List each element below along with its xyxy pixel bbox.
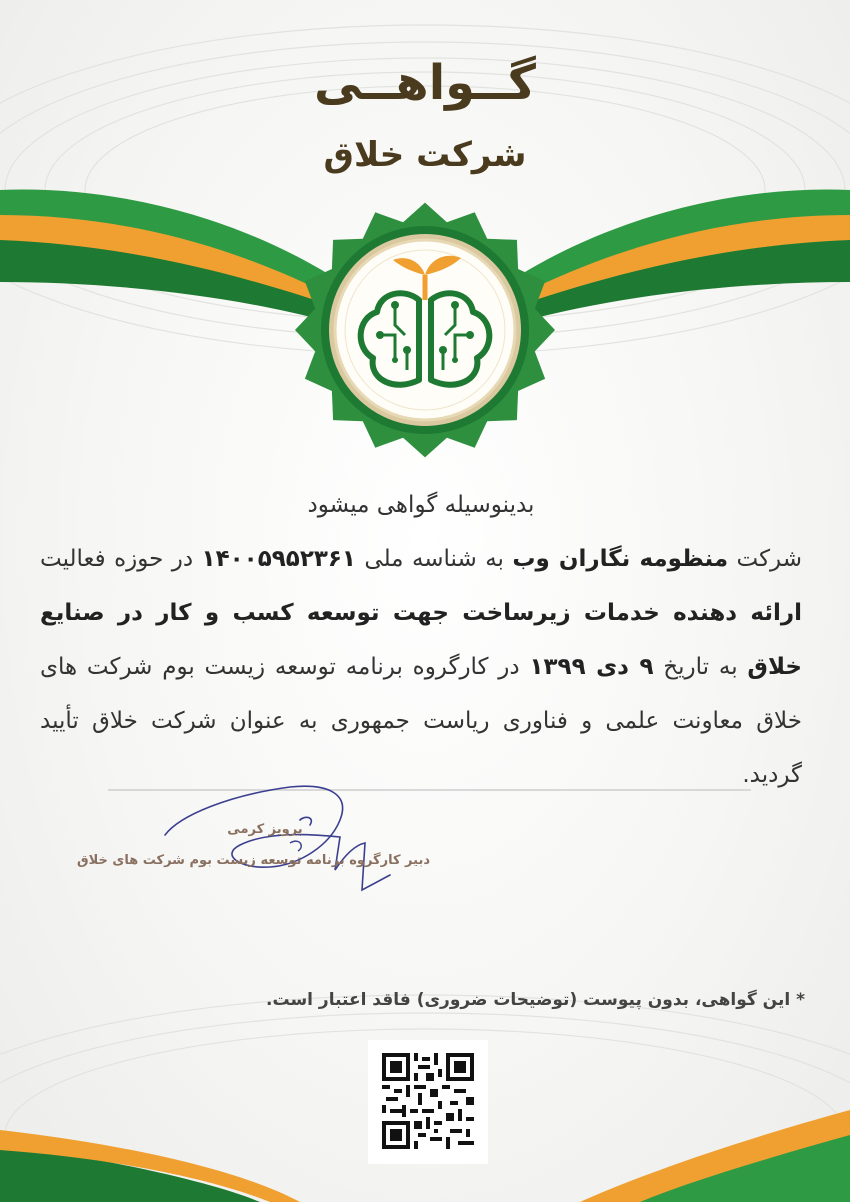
date-label: به تاریخ xyxy=(653,654,748,680)
field-label: در حوزه فعالیت xyxy=(40,546,202,572)
intro-line: بدینوسیله گواهی میشود xyxy=(307,492,535,518)
approval-date: ۹ دی ۱۳۹۹ xyxy=(529,654,654,680)
activity-field: ارائه دهنده خدمات زیرساخت جهت توسعه کسب و کار در صنایع خلاق xyxy=(40,600,802,680)
handwritten-signature xyxy=(150,775,440,905)
certificate-subtitle: شرکت خلاق xyxy=(323,135,527,175)
brain-circuit-sprout-icon xyxy=(288,200,562,460)
company-name: منظومه نگاران وب xyxy=(512,546,729,572)
national-id: ۱۴۰۰۵۹۵۲۳۶۱ xyxy=(201,546,356,572)
qr-code-graphic xyxy=(382,1053,474,1149)
body-ending: در کارگروه برنامه توسعه زیست بوم شرکت های خلاق معاونت علمی و فناوری ریاست جمهوری به عنوان شرکت خلاق تأیید گردید. xyxy=(40,654,802,788)
signer-title: دبیر کارگروه برنامه توسعه زیست بوم شرکت های خلاق xyxy=(77,853,430,868)
certificate-title: گــواهــی xyxy=(314,55,536,111)
signer-name: پرویز کرمی xyxy=(227,822,303,837)
certificate-body xyxy=(40,478,802,802)
qr-code-icon xyxy=(368,1040,488,1164)
body-prefix: شرکت xyxy=(728,546,803,572)
validity-note: * این گواهی، بدون پیوست (توضیحات ضروری) فاقد اعتبار است. xyxy=(265,990,805,1010)
national-id-label: به شناسه ملی xyxy=(355,546,513,572)
